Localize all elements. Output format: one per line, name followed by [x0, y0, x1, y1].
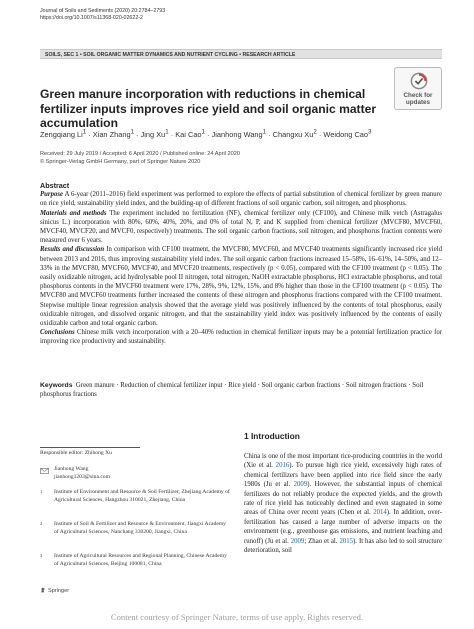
- affiliation-number: 2: [40, 521, 43, 526]
- citation-link[interactable]: 2015: [339, 537, 354, 545]
- methods-text: The experiment included no fertilization (NF), chemical fertilizer only (CF100), and Chinese milk vetch (Astragalus sinicus L.) incorporation with 80%, 60%, 40%, 20%, and 0% of total N, P, and K supplied from chemical fertilizer (MVCF80, MVCF60, MVCF40, MVCF20, and MVCF0, respectively) treatments. The soil organic carbon fractions, soil nitrogen, and phosphorus fraction contents were measured over 6 years.: [40, 209, 443, 245]
- author[interactable]: Zengqiang Li$^1$: [40, 129, 87, 140]
- abstract-purpose: [40, 190, 442, 208]
- check-for-updates-line2: updates: [405, 99, 431, 106]
- methods-label: Materials and methods: [40, 209, 107, 217]
- springer-horse-icon: [40, 587, 46, 593]
- doi-link[interactable]: https://doi.org/10.1007/s11368-020-02622-2: [40, 15, 143, 22]
- check-for-updates-line1: Check for: [403, 92, 433, 99]
- courtesy-footer: Content courtesy of Springer Nature, terms of use apply. Rights reserved.: [110, 612, 364, 622]
- keywords: [40, 381, 442, 399]
- citation-link[interactable]: 2014: [373, 509, 387, 517]
- author[interactable]: Weidong Cao$^3$: [323, 129, 372, 140]
- publisher-name: Springer: [48, 588, 70, 594]
- abstract-conclusions: [40, 328, 442, 346]
- affiliation-number: 1: [40, 489, 43, 494]
- affiliation-text: Institute of Agricultural Resources and Regional Planning, Chinese Academy of Agricultural Sciences, Beijing 100081, China: [54, 553, 227, 567]
- abstract-methods: [40, 209, 442, 246]
- keywords-text: Green manure · Reduction of chemical fertilizer input · Rice yield · Soil organic carbon fractions · Soil nitrogen fractions · Soil phosphorus fractions: [40, 382, 424, 399]
- author[interactable]: Jianhong Wang$^1$: [211, 129, 267, 140]
- keywords-label: Keywords: [40, 382, 73, 389]
- purpose-text: A 6-year (2011–2016) field experiment was performed to explore the effects of partial substitution of chemical fertilizer by green manure on rice yield, sustainability yield index, and the building-up of different fractions of soil organic carbon, soil nitrogen, and phosphorus.: [40, 191, 442, 208]
- publication-history: Received: 29 July 2019 / Accepted: 6 April 2020 / Published online: 24 April 2020: [40, 151, 240, 157]
- affiliation-text: Institute of Environment and Resource & Soil Fertilizer, Zhejiang Academy of Agricultural Sciences, Hangzhou 310021, Zhejiang, China: [54, 489, 230, 503]
- check-for-updates-badge[interactable]: [394, 67, 442, 110]
- author[interactable]: Changxu Xu$^2$: [272, 129, 317, 140]
- section-heading-introduction: 1 Introduction: [244, 431, 300, 441]
- responsible-editor: Responsible editor: Zhihong Xu: [40, 450, 112, 456]
- purpose-label: Purpose: [40, 191, 64, 199]
- results-text: In comparison with CF100 treatment, the MVCF80, MVCF60, and MVCF40 treatments significantly increased rice yield between 2013 and 2016, thus improving sustainability yield index. The soil organic carbon fractions increased 15–58%, 16–61%, 14–50%, and 12–33% in the MVCF80, MVCF60, MVCF40, and MVCF20 treatments, respectively (p < 0.05), compared with the CF100 treatment (p < 0.05). The easily oxidizable nitrogen, acid hydrolysable pool II nitrogen, total nitrogen, NaOH extractable phosphorus, HCl extractable phosphorus, and total phosphorus contents in the MVCF60 treatment were 17%, 28%, 9%, 12%, 15%, and 8% higher than those in the CF100 treatment (p < 0.05). The MVCF80 and MVCF60 treatments further increased the contents of these nitrogen and phosphorus fractions compared with the CF100 treatment. Stepwise multiple linear regression analysis showed that the average yield was positively influenced by the contents of total phosphorus, easily oxidizable nitrogen, and dissolved organic nitrogen, and that the sustainability yield index was positively influenced by the contents of easily oxidizable carbon and total organic carbon.: [40, 246, 442, 328]
- abstract: [40, 181, 442, 347]
- mail-icon: [40, 468, 49, 474]
- citation-link[interactable]: 2009: [290, 537, 305, 545]
- abstract-heading: Abstract: [40, 181, 70, 190]
- check-for-updates-icon: [410, 72, 428, 90]
- citation-link[interactable]: 2009: [293, 481, 308, 489]
- publisher-logo: [40, 587, 69, 595]
- article-title: Green manure incorporation with reductions in chemical fertilizer inputs improves rice yield and soil organic matter accumulation: [40, 87, 377, 130]
- author[interactable]: Xian Zhang$^1$: [92, 129, 134, 140]
- conclusions-text: Chinese milk vetch incorporation with a 20–40% reduction in chemical fertilizer inputs may be a potential fertilization practice for improving rice productivity and sustainability.: [40, 329, 442, 346]
- abstract-results: [40, 245, 442, 328]
- introduction-paragraph: China is one of the most important rice-producing countries in the world (Xie et al. 2016). To pursue high rice yield, excessively high rates of chemical fertilizers have been applied into rice field since the early 1980s (Ju et al. 2009). However, the substantial inputs of chemical fertilizers do not reliably produce the expected yields, and the growth rate of rice yield has noticeably declined and even stagnated in some areas of China over recent years (Chen et al. 2014). In addition, over-fertilization has caused a large number of adverse impacts on the environment (e.g., greenhouse gas emissions, and nutrient leaching and runoff) (Ju et al. 2009; Zhao et al. 2015). It has also led to soil structure deterioration, soil: [244, 453, 443, 555]
- author[interactable]: Kai Cao$^1$: [175, 129, 205, 140]
- article-dates: [40, 151, 442, 166]
- citation-link[interactable]: 2016: [275, 462, 290, 470]
- results-label: Results and discussion: [40, 246, 105, 254]
- journal-citation: Journal of Soils and Sediments (2020) 20:2784–2793: [40, 8, 166, 14]
- corresponding-email[interactable]: jianhong1203@sina.com: [54, 473, 110, 480]
- affiliation-number: 3: [40, 553, 43, 558]
- copyright-line: © Springer-Verlag GmbH Germany, part of Springer Nature 2020: [40, 158, 201, 165]
- footnote-divider: [40, 447, 140, 448]
- section-banner: SOILS, SEC 1 • SOIL ORGANIC MATTER DYNAMICS AND NUTRIENT CYCLING • RESEARCH ARTICLE: [40, 49, 442, 59]
- affiliation-text: Institute of Soil & Fertilizer and Resource & Environment, Jiangxi Academy of Agricultural Sciences, Nanchang 330200, Jiangxi, China: [54, 521, 226, 535]
- corresponding-name: Jianhong Wang: [54, 466, 89, 472]
- conclusions-label: Conclusions: [40, 329, 75, 337]
- author-list: Zengqiang $Li^1$ · Xian Zhang$^1$ · Jing $Xu^1$ · Kai Cao$^1$ · Jianhong Wang$^1$ · Changxu $Xu^2$ · Weidong Cao$^3$: [40, 129, 372, 140]
- author[interactable]: Jing Xu$^1$: [140, 129, 169, 140]
- journal-header: [40, 8, 340, 22]
